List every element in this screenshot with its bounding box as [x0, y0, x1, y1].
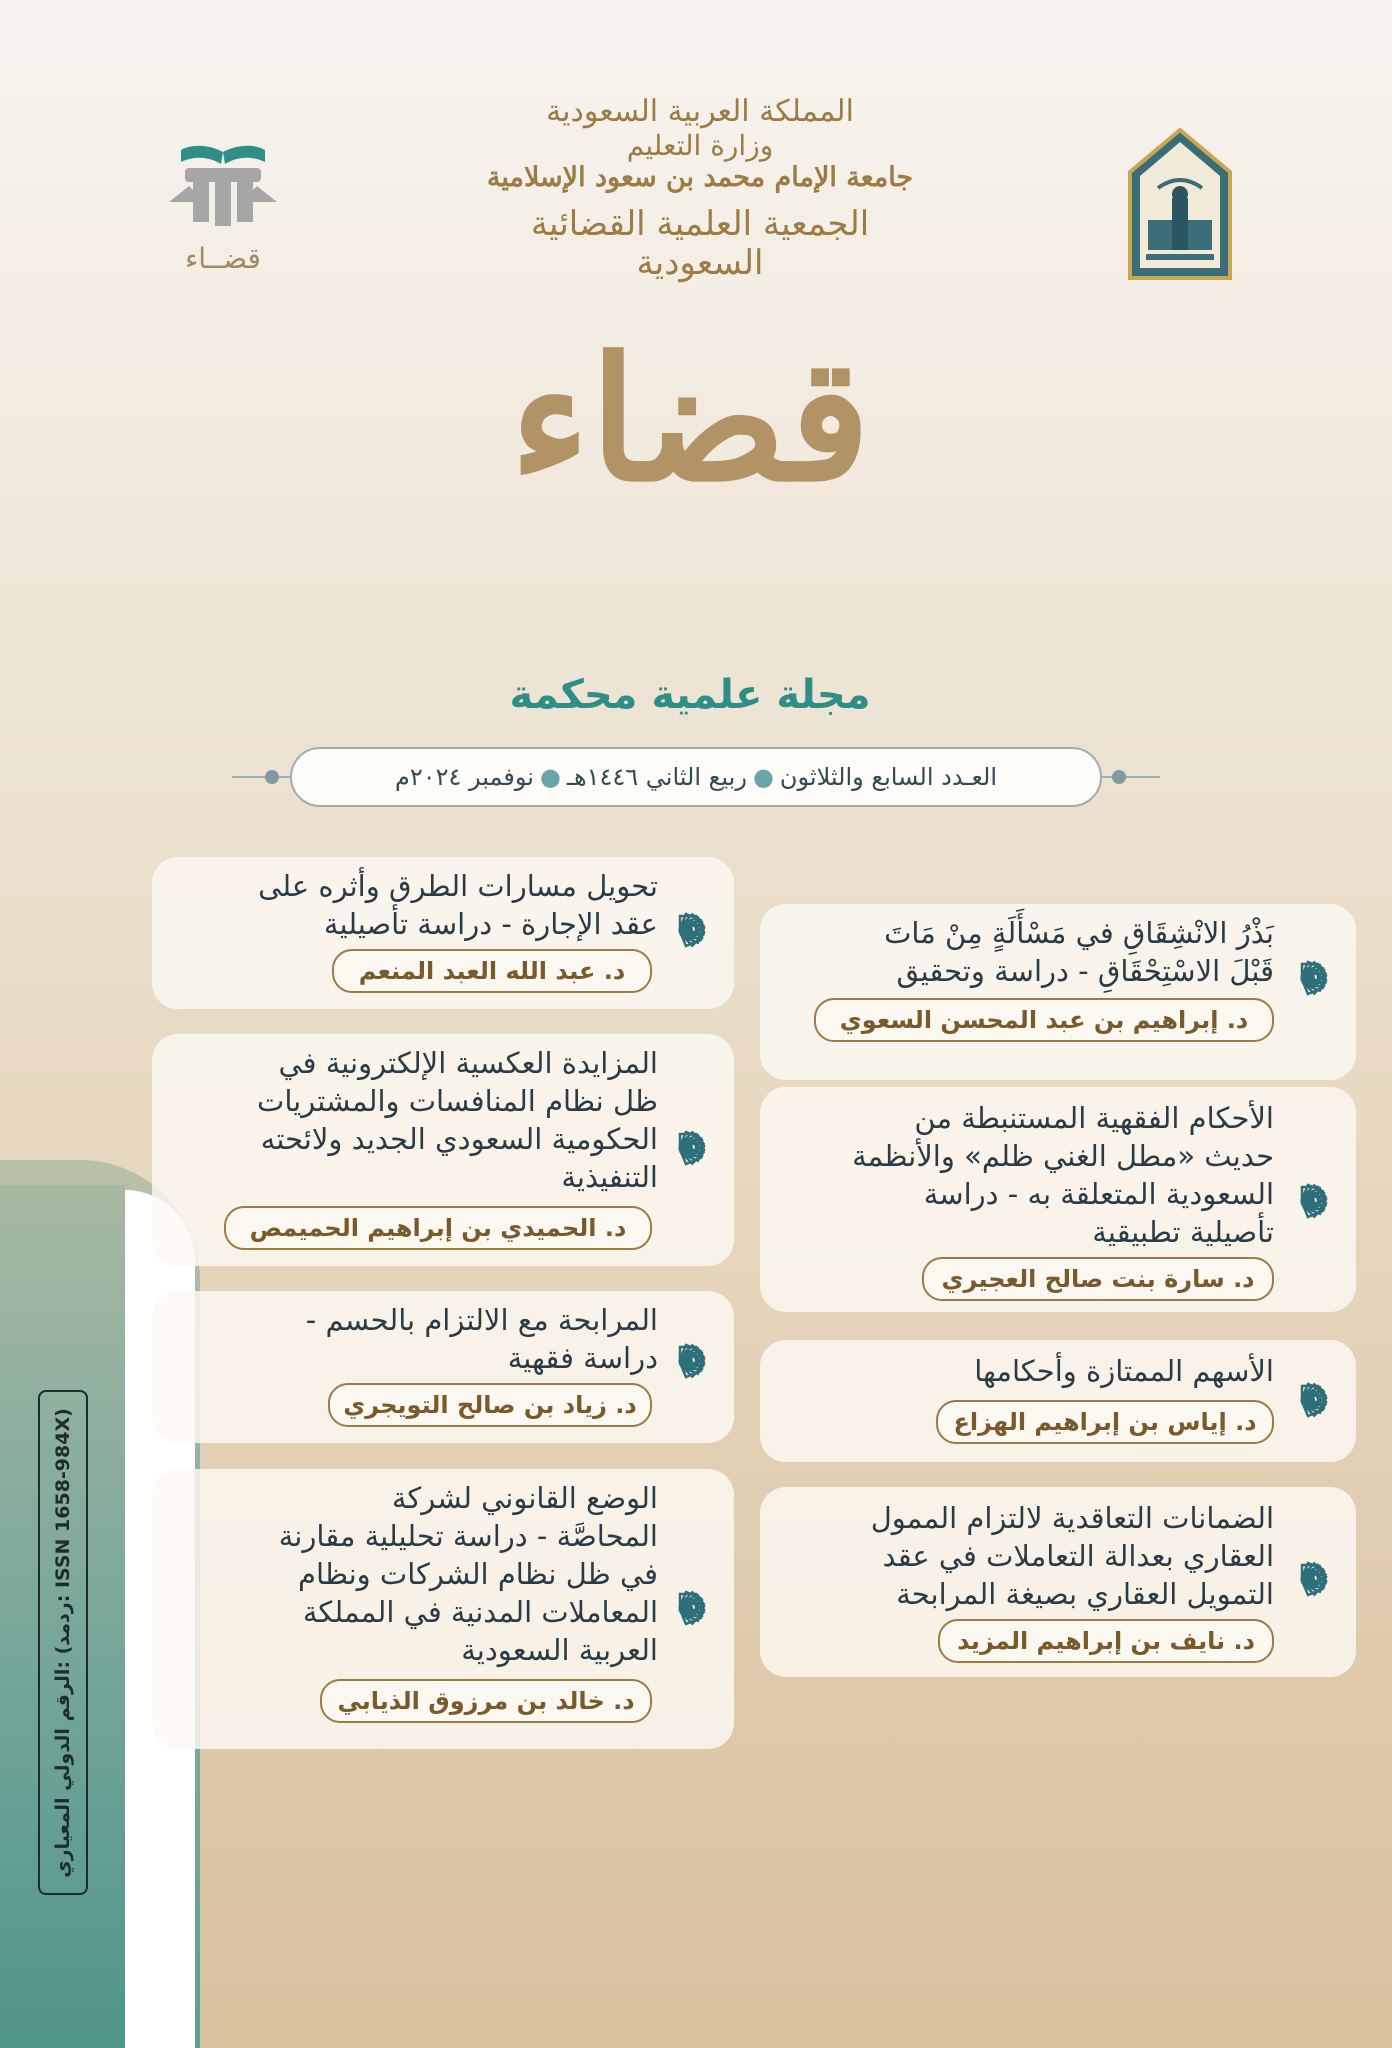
article-title-line: التمويل العقاري بصيغة المرابحة	[896, 1577, 1274, 1611]
article-title-line: العربية السعودية	[461, 1633, 658, 1667]
issue-number: العـدد السابع والثلاثون	[779, 763, 998, 791]
article-card[interactable]	[152, 1469, 734, 1749]
article-title-line: تأصيلية تطبيقية	[1092, 1215, 1274, 1249]
article-author: د. إياس بن إبراهيم الهزاع	[936, 1400, 1274, 1444]
article-card[interactable]	[760, 904, 1356, 1080]
article-title-line: حديث «مطل الغني ظلم» والأنظمة	[852, 1139, 1274, 1173]
ornament-star-icon	[1287, 1377, 1333, 1423]
ornament-star-icon	[665, 907, 711, 953]
ornament-star-icon	[665, 1585, 711, 1631]
article-title-line: دراسة فقهية	[507, 1341, 658, 1375]
society-name: الجمعية العلمية القضائية السعودية	[530, 203, 870, 283]
article-card[interactable]	[760, 1340, 1356, 1462]
article-title	[774, 1099, 1274, 1251]
journal-logo-label: قضــاء	[185, 242, 261, 275]
article-title-line: السعودية المتعلقة به - دراسة	[923, 1177, 1274, 1211]
issn-box	[38, 1390, 88, 1895]
issue-bar-dot-right	[1112, 770, 1126, 784]
article-card[interactable]	[152, 1291, 734, 1443]
article-title-line: قَبْلَ الاسْتِحْقَاقِ - دراسة وتحقيق	[896, 954, 1274, 988]
article-title-line: بَذْرُ الانْشِقَاقِ في مَسْأَلَةٍ مِنْ مَاتَ	[884, 916, 1274, 950]
article-title-line: المزايدة العكسية الإلكترونية في	[278, 1046, 658, 1080]
article-title	[774, 914, 1274, 990]
article-title-line: الحكومية السعودي الجديد ولائحته	[260, 1122, 658, 1156]
journal-logo	[158, 142, 288, 275]
article-title-line: التنفيذية	[561, 1160, 658, 1194]
article-title-line: المحاصَّة - دراسة تحليلية مقارنة	[278, 1519, 658, 1553]
article-title-line: ظل نظام المنافسات والمشتريات	[257, 1084, 658, 1118]
issue-bar-line-right	[1102, 776, 1160, 778]
article-title	[158, 1044, 658, 1196]
ornament-star-icon	[1287, 1556, 1333, 1602]
article-title-line: المعاملات المدنية في المملكة	[302, 1595, 658, 1629]
article-card[interactable]	[760, 1087, 1356, 1312]
article-author: د. عبد الله العبد المنعم	[332, 949, 652, 993]
ornament-star-icon	[1287, 1178, 1333, 1224]
article-title	[168, 867, 658, 943]
article-card[interactable]	[152, 857, 734, 1009]
issue-bar-dot-left	[265, 770, 279, 784]
article-title	[158, 1479, 658, 1669]
article-author: د. زياد بن صالح التويجري	[328, 1383, 652, 1427]
article-title-line: عقد الإجارة - دراسة تأصيلية	[323, 907, 658, 941]
issn-text: الرقم الدولي المعياري: (ردمد: ISSN 1658-984X)	[52, 1407, 75, 1878]
ornament-star-icon	[665, 1125, 711, 1171]
article-title-line: الأحكام الفقهية المستنبطة من	[914, 1101, 1274, 1135]
article-title-line: الوضع القانوني لشركة	[391, 1481, 658, 1515]
article-author: د. خالد بن مرزوق الذيابي	[320, 1679, 652, 1723]
magazine-title: قضاء	[509, 320, 871, 520]
issue-info-bar	[290, 747, 1102, 807]
university-emblem	[1128, 128, 1232, 286]
article-card[interactable]	[152, 1034, 734, 1266]
article-author: د. الحميدي بن إبراهيم الحميمص	[224, 1206, 652, 1250]
article-title-line: المرابحة مع الالتزام بالحسم -	[305, 1303, 658, 1337]
article-author: د. سارة بنت صالح العجيري	[922, 1257, 1274, 1301]
article-title	[774, 1352, 1274, 1390]
issue-separator-dot: ●	[539, 763, 561, 791]
header-institutions	[480, 95, 920, 283]
article-title	[774, 1499, 1274, 1613]
issue-bar-line-left	[232, 776, 290, 778]
article-title-line: العقاري بعدالة التعاملات في عقد	[882, 1539, 1274, 1573]
kingdom-name: المملكة العربية السعودية	[546, 94, 854, 129]
ministry-name: وزارة التعليم	[626, 128, 774, 162]
scales-book-logo-icon	[163, 142, 283, 234]
article-title-line: الضمانات التعاقدية لالتزام الممول	[870, 1501, 1274, 1535]
university-name: جامعة الإمام محمد بن سعود الإسلامية	[486, 161, 914, 193]
article-title-line: الأسهم الممتازة وأحكامها	[974, 1354, 1274, 1388]
article-title	[168, 1301, 658, 1377]
article-author: د. نايف بن إبراهيم المزيد	[938, 1619, 1274, 1663]
issue-gregorian-date: نوفمبر ٢٠٢٤م	[395, 763, 534, 791]
university-emblem-icon	[1128, 128, 1232, 286]
ornament-star-icon	[665, 1338, 711, 1384]
magazine-subtitle: مجلة علمية محكمة	[509, 672, 871, 718]
article-title-line: في ظل نظام الشركات ونظام	[298, 1557, 658, 1591]
issue-separator-dot: ●	[752, 763, 774, 791]
issue-hijri-date: ربيع الثاني ١٤٤٦هـ	[566, 763, 747, 791]
article-author: د. إبراهيم بن عبد المحسن السعوي	[814, 998, 1274, 1042]
article-card[interactable]	[760, 1487, 1356, 1677]
article-title-line: تحويل مسارات الطرق وأثره على	[258, 869, 658, 903]
ornament-star-icon	[1287, 955, 1333, 1001]
